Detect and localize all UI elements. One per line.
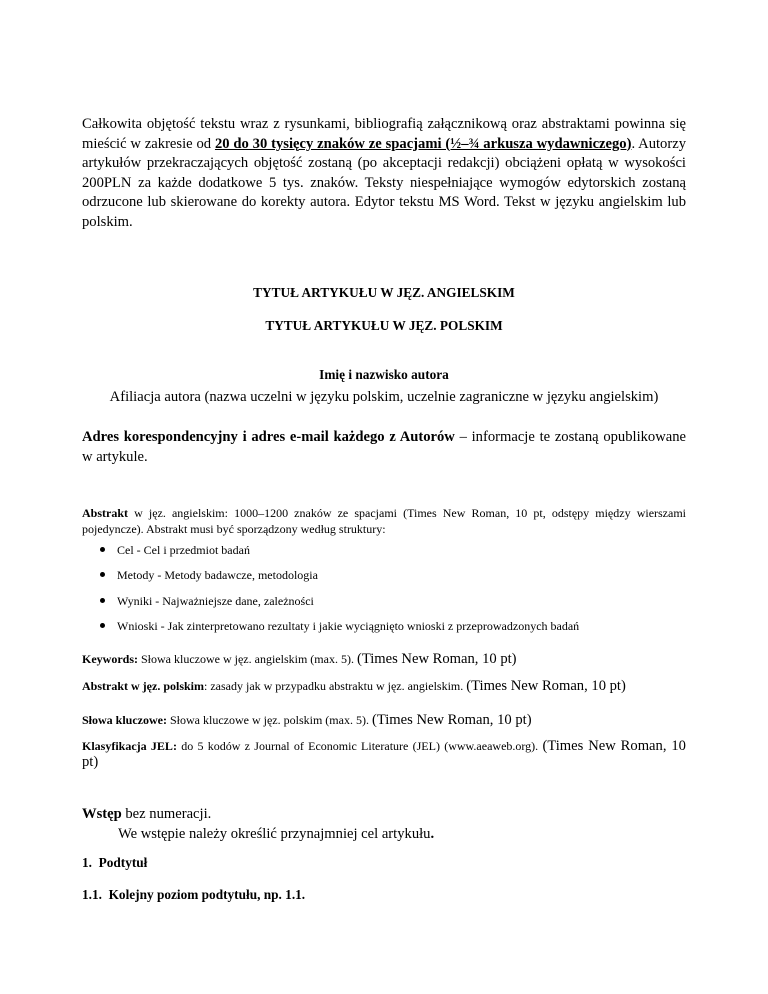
bullet-icon — [100, 623, 105, 628]
title-english: TYTUŁ ARTYKUŁU W JĘZ. ANGIELSKIM — [253, 285, 515, 300]
intro-text-2: . Autorzy artykułów przekraczających objętość zostaną (po akceptacji redakcji) obciążeni opłatą w wysokości 200PLN za każde dodatkowe 5 tys. znaków. Teksty niespełniające wymogów edytorskich zostaną odrzucone lub skierowane do korekty autora. Edytor tekstu MS Word. Tekst w języku angielskim lub polskim. — [82, 135, 686, 230]
list-item-text: Wyniki - Najważniejsze dane, zależności — [117, 593, 314, 608]
list-item-text: Cel - Cel i przedmiot badań — [117, 543, 250, 557]
list-item — [100, 593, 690, 618]
introduction-period: . — [430, 826, 435, 842]
heading-level-1: 1. Podtytuł — [82, 855, 148, 870]
keywords-polish-paragraph — [82, 712, 686, 728]
introduction-label: Wstęp — [82, 806, 122, 822]
correspondence-paragraph — [82, 428, 686, 467]
jel-paragraph — [82, 738, 686, 770]
correspondence-text: – informacje te zostaną opublikowane w artykule. — [82, 429, 687, 465]
keywords-label: Keywords: — [82, 652, 138, 666]
abstract-text: w jęz. angielskim: 1000–1200 znaków ze spacjami (Times New Roman, 10 pt, odstępy między wierszami pojedyncze). Abstrakt musi być sporządzony według struktury: — [82, 506, 686, 536]
intro-length-requirement: 20 do 30 tysięcy znaków ze spacjami (½–¾ arkusza wydawniczego) — [214, 135, 632, 152]
keywords-polish-text: Słowa kluczowe w jęz. polskim (max. 5). — [167, 713, 372, 727]
jel-text: do 5 kodów z Journal of Economic Literature (JEL) (www.aeaweb.org). — [176, 739, 543, 753]
keywords-polish-label: Słowa kluczowe: — [82, 713, 167, 727]
author-name: Imię i nazwisko autora — [319, 367, 449, 382]
abstract-polish-font-note: (Times New Roman, 10 pt) — [466, 678, 626, 694]
introduction-section — [82, 804, 686, 844]
title-polish: TYTUŁ ARTYKUŁU W JĘZ. POLSKIM — [265, 318, 503, 333]
abstract-structure-list — [100, 542, 690, 644]
heading-level-2: 1.1. Kolejny poziom podtytułu, np. 1.1. — [82, 887, 306, 902]
abstract-polish-paragraph — [82, 678, 686, 694]
abstract-polish-text: : zasady jak w przypadku abstraktu w jęz. angielskim. — [204, 679, 467, 693]
keywords-paragraph — [82, 651, 686, 667]
introduction-line-1 — [82, 804, 686, 824]
bullet-icon — [100, 572, 105, 577]
list-item-text: Metody - Metody badawcze, metodologia — [117, 568, 318, 583]
keywords-text: Słowa kluczowe w jęz. angielskim (max. 5). — [138, 652, 357, 666]
list-item — [100, 542, 690, 567]
correspondence-label: Adres korespondencyjny i adres e-mail każdego z Autorów — [82, 429, 455, 445]
introduction-line-2 — [82, 824, 686, 844]
intro-paragraph — [82, 115, 686, 233]
list-item — [100, 618, 690, 643]
author-affiliation: Afiliacja autora (nazwa uczelni w języku polskim, uczelnie zagraniczne w języku angielskim) — [109, 389, 659, 405]
intro-text-1: Całkowita objętość tekstu wraz z rysunkami, bibliografią załącznikową oraz abstraktami powinna się mieścić w zakresie od — [82, 116, 686, 152]
introduction-aim-text: We wstępie należy określić przynajmniej cel artykułu — [118, 826, 431, 842]
abstract-paragraph — [82, 505, 686, 537]
bullet-icon — [100, 547, 105, 552]
keywords-polish-font-note: (Times New Roman, 10 pt) — [371, 712, 532, 728]
keywords-font-note: (Times New Roman, 10 pt) — [356, 651, 517, 667]
abstract-label: Abstrakt — [82, 506, 129, 520]
jel-label: Klasyfikacja JEL: — [82, 739, 177, 753]
abstract-polish-label: Abstrakt w jęz. polskim — [82, 679, 204, 693]
bullet-icon — [100, 598, 105, 603]
list-item — [100, 567, 690, 592]
list-item-text: Wnioski - Jak zinterpretowano rezultaty i jakie wyciągnięto wnioski z przeprowadzonych badań — [117, 619, 580, 634]
introduction-text: bez numeracji. — [121, 806, 212, 822]
jel-font-note: (Times New Roman, 10 pt) — [82, 738, 686, 770]
